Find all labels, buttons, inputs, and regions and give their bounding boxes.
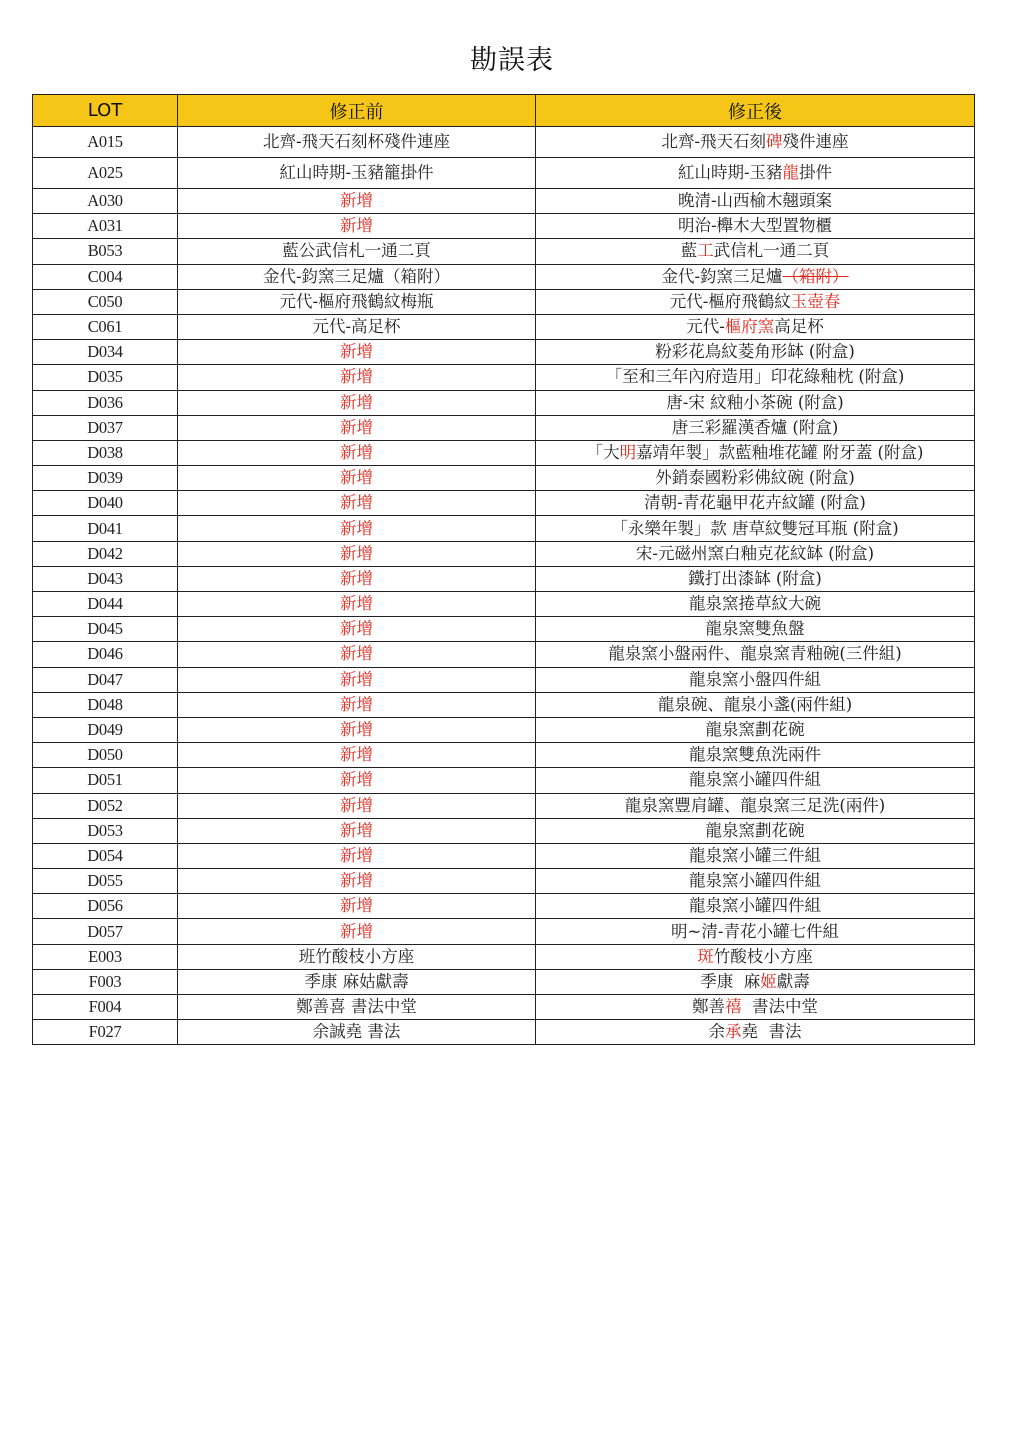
after-cell [536, 189, 975, 214]
after-cell [536, 743, 975, 768]
before-cell: 新增 [178, 592, 536, 617]
after-cell [536, 264, 975, 289]
table-row [33, 768, 975, 793]
after-cell [536, 919, 975, 944]
table-row [33, 969, 975, 994]
lot-cell: D049 [33, 717, 178, 742]
after-text: 龍泉窯劃花碗 [705, 820, 805, 840]
lot-cell: B053 [33, 239, 178, 264]
after-text: 北齊-飛天石刻 [661, 132, 767, 151]
after-cell [536, 214, 975, 239]
after-cell [536, 793, 975, 818]
before-cell: 新增 [178, 743, 536, 768]
table-row [33, 566, 975, 591]
lot-cell: C050 [33, 289, 178, 314]
after-cell [536, 869, 975, 894]
lot-cell: A015 [33, 127, 178, 158]
after-text: 余 [708, 1022, 725, 1042]
lot-cell: F004 [33, 995, 178, 1020]
after-text: 明~清-青花小罐七件組 [671, 921, 839, 941]
lot-cell: F027 [33, 1020, 178, 1045]
before-cell: 新增 [178, 541, 536, 566]
header-lot: LOT [33, 95, 178, 127]
after-text: 外銷泰國粉彩佛紋碗 (附盒) [655, 468, 855, 488]
after-text: 金代-鈞窯三足爐 [661, 266, 783, 286]
after-text: 元代-樞府飛鶴紋 [669, 291, 791, 311]
table-row [33, 440, 975, 465]
lot-cell: D038 [33, 440, 178, 465]
table-row [33, 127, 975, 158]
table-row [33, 995, 975, 1020]
errata-table [32, 94, 975, 1045]
before-cell: 金代-鈞窯三足爐（箱附） [178, 264, 536, 289]
after-cell [536, 314, 975, 339]
lot-cell: D052 [33, 793, 178, 818]
after-text: 龍泉窯雙魚洗兩件 [689, 745, 821, 765]
lot-cell: D053 [33, 818, 178, 843]
after-cell [536, 415, 975, 440]
after-text: 「永樂年製」款 唐草紋雙冠耳瓶 (附盒) [611, 518, 899, 538]
table-row [33, 289, 975, 314]
after-text: 龍泉窯雙魚盤 [705, 619, 805, 639]
lot-cell: D035 [33, 365, 178, 390]
lot-cell: C004 [33, 264, 178, 289]
after-text: 龍泉窯小盤四件組 [689, 669, 821, 689]
table-row [33, 818, 975, 843]
lot-cell: D051 [33, 768, 178, 793]
lot-cell: D041 [33, 516, 178, 541]
table-row [33, 743, 975, 768]
before-cell: 新增 [178, 214, 536, 239]
corrected-text: 玉壺春 [790, 291, 841, 311]
header-after: 修正後 [536, 95, 975, 127]
after-cell [536, 158, 975, 189]
before-cell: 新增 [178, 491, 536, 516]
before-cell: 元代-樞府飛鶴紋梅瓶 [178, 289, 536, 314]
table-row [33, 214, 975, 239]
before-cell: 新增 [178, 667, 536, 692]
before-cell: 新增 [178, 642, 536, 667]
after-text: 粉彩花鳥紋菱角形缽 (附盒) [655, 342, 855, 362]
after-text: 高足杯 [774, 317, 824, 337]
corrected-text: 禧 [725, 997, 742, 1017]
after-cell [536, 692, 975, 717]
before-cell: 新增 [178, 692, 536, 717]
table-row [33, 491, 975, 516]
after-text: 鐵打出漆缽 (附盒) [688, 568, 822, 588]
lot-cell: D056 [33, 894, 178, 919]
after-cell [536, 944, 975, 969]
table-row [33, 390, 975, 415]
after-cell [536, 667, 975, 692]
before-cell: 新增 [178, 415, 536, 440]
after-text: 「至和三年內府造用」印花綠釉枕 (附盒) [605, 367, 905, 387]
after-text: 龍泉窯劃花碗 [705, 720, 805, 740]
after-text: 清朝-青花龜甲花卉紋罐 (附盒) [644, 493, 866, 513]
before-cell: 新增 [178, 717, 536, 742]
after-cell [536, 818, 975, 843]
after-text: 龍泉窯小罐四件組 [689, 770, 821, 790]
lot-cell: D046 [33, 642, 178, 667]
after-text: 嘉靖年製」款藍釉堆花罐 附牙蓋 (附盒) [636, 442, 924, 462]
after-cell [536, 995, 975, 1020]
before-cell: 新增 [178, 516, 536, 541]
lot-cell: D050 [33, 743, 178, 768]
before-cell: 鄭善喜 書法中堂 [178, 995, 536, 1020]
lot-cell: D043 [33, 566, 178, 591]
table-row [33, 919, 975, 944]
after-text: 唐-宋 紋釉小茶碗 (附盒) [666, 392, 844, 412]
after-text: 殘件連座 [782, 132, 849, 151]
before-cell: 新增 [178, 365, 536, 390]
after-cell [536, 541, 975, 566]
after-text: 龍泉窯小罐三件組 [689, 845, 821, 865]
lot-cell: A030 [33, 189, 178, 214]
after-cell [536, 491, 975, 516]
before-cell: 新增 [178, 919, 536, 944]
after-cell [536, 390, 975, 415]
after-cell [536, 440, 975, 465]
after-cell [536, 466, 975, 491]
after-cell [536, 642, 975, 667]
before-cell: 新增 [178, 843, 536, 868]
after-text: 掛件 [799, 163, 833, 182]
corrected-text: 姬 [760, 971, 777, 991]
corrected-text: 斑 [697, 946, 714, 966]
after-text: 季康 麻 [700, 971, 761, 991]
deleted-text: （箱附） [782, 266, 849, 286]
lot-cell: D055 [33, 869, 178, 894]
table-row [33, 843, 975, 868]
before-cell: 新增 [178, 768, 536, 793]
table-row [33, 516, 975, 541]
table-row [33, 717, 975, 742]
after-cell [536, 289, 975, 314]
after-text: 獻壽 [776, 971, 810, 991]
before-cell: 班竹酸枝小方座 [178, 944, 536, 969]
before-cell: 新增 [178, 189, 536, 214]
table-row [33, 415, 975, 440]
table-row [33, 340, 975, 365]
table-row [33, 365, 975, 390]
lot-cell: A031 [33, 214, 178, 239]
page-title: 勘誤表 [470, 45, 554, 76]
after-text: 紅山時期-玉豬 [677, 163, 783, 182]
table-row [33, 189, 975, 214]
before-cell: 新增 [178, 818, 536, 843]
table-row [33, 158, 975, 189]
corrected-text: 工 [697, 241, 714, 261]
table-row [33, 239, 975, 264]
table-row [33, 642, 975, 667]
after-cell [536, 768, 975, 793]
before-cell: 新增 [178, 340, 536, 365]
table-row [33, 944, 975, 969]
after-text: 武信札一通二頁 [713, 241, 830, 261]
after-cell [536, 969, 975, 994]
after-text: 晚清-山西榆木翹頭案 [677, 191, 833, 211]
before-cell: 新增 [178, 466, 536, 491]
before-cell: 余誠堯 書法 [178, 1020, 536, 1045]
corrected-text: 龍 [782, 163, 800, 182]
after-text: 龍泉窯小盤兩件、龍泉窯青釉碗(三件組) [608, 644, 902, 664]
after-text: 明治-櫸木大型置物櫃 [677, 216, 833, 236]
after-cell [536, 1020, 975, 1045]
lot-cell: D042 [33, 541, 178, 566]
after-cell [536, 894, 975, 919]
after-text: 竹酸枝小方座 [713, 946, 813, 966]
table-row [33, 692, 975, 717]
corrected-text: 碑 [766, 132, 783, 151]
before-cell: 紅山時期-玉豬籠掛件 [178, 158, 536, 189]
before-cell: 藍公武信札一通二頁 [178, 239, 536, 264]
after-text: 元代- [686, 317, 725, 337]
table-row [33, 793, 975, 818]
after-text: 書法中堂 [741, 997, 818, 1017]
after-text: 龍泉窯小罐四件組 [689, 871, 821, 891]
after-cell [536, 843, 975, 868]
after-cell [536, 566, 975, 591]
before-cell: 新增 [178, 390, 536, 415]
table-row [33, 894, 975, 919]
after-cell [536, 127, 975, 158]
lot-cell: D034 [33, 340, 178, 365]
table-row [33, 869, 975, 894]
lot-cell: D037 [33, 415, 178, 440]
table-row [33, 314, 975, 339]
corrected-text: 樞府窯 [724, 317, 775, 337]
lot-cell: C061 [33, 314, 178, 339]
after-text: 鄭善 [692, 997, 725, 1017]
before-cell: 新增 [178, 894, 536, 919]
header-before: 修正前 [178, 95, 536, 127]
table-row [33, 541, 975, 566]
after-cell [536, 365, 975, 390]
corrected-text: 承 [725, 1022, 742, 1042]
after-text: 堯 書法 [741, 1022, 802, 1042]
corrected-text: 明 [619, 442, 637, 462]
before-cell: 新增 [178, 440, 536, 465]
lot-cell: D047 [33, 667, 178, 692]
lot-cell: D045 [33, 617, 178, 642]
lot-cell: D054 [33, 843, 178, 868]
after-cell [536, 717, 975, 742]
after-text: 唐三彩羅漢香爐 (附盒) [671, 417, 839, 437]
before-cell: 季康 麻姑獻壽 [178, 969, 536, 994]
lot-cell: F003 [33, 969, 178, 994]
before-cell: 新增 [178, 566, 536, 591]
after-cell [536, 340, 975, 365]
table-body [33, 127, 975, 1045]
lot-cell: D039 [33, 466, 178, 491]
after-text: 龍泉碗、龍泉小盞(兩件組) [657, 694, 853, 714]
lot-cell: D040 [33, 491, 178, 516]
table-row [33, 667, 975, 692]
table-row [33, 617, 975, 642]
before-cell: 元代-高足杯 [178, 314, 536, 339]
after-text: 龍泉窯豐肩罐、龍泉窯三足洗(兩件) [624, 795, 886, 815]
table-row [33, 1020, 975, 1045]
after-text: 龍泉窯小罐四件組 [689, 896, 821, 916]
header-row [33, 95, 975, 127]
lot-cell: D048 [33, 692, 178, 717]
lot-cell: D057 [33, 919, 178, 944]
before-cell: 新增 [178, 617, 536, 642]
before-cell: 新增 [178, 793, 536, 818]
after-cell [536, 592, 975, 617]
table-row [33, 592, 975, 617]
lot-cell: E003 [33, 944, 178, 969]
before-cell: 新增 [178, 869, 536, 894]
lot-cell: D036 [33, 390, 178, 415]
after-text: 龍泉窯捲草紋大碗 [689, 594, 821, 614]
after-text: 藍 [680, 241, 698, 261]
after-text: 宋-元磁州窯白釉克花紋缽 (附盒) [635, 543, 875, 563]
lot-cell: A025 [33, 158, 178, 189]
lot-cell: D044 [33, 592, 178, 617]
table-row [33, 466, 975, 491]
after-cell [536, 617, 975, 642]
table-row [33, 264, 975, 289]
before-cell: 北齊-飛天石刻杯殘件連座 [178, 127, 536, 158]
after-cell [536, 239, 975, 264]
after-cell [536, 516, 975, 541]
after-text: 「大 [586, 442, 620, 462]
